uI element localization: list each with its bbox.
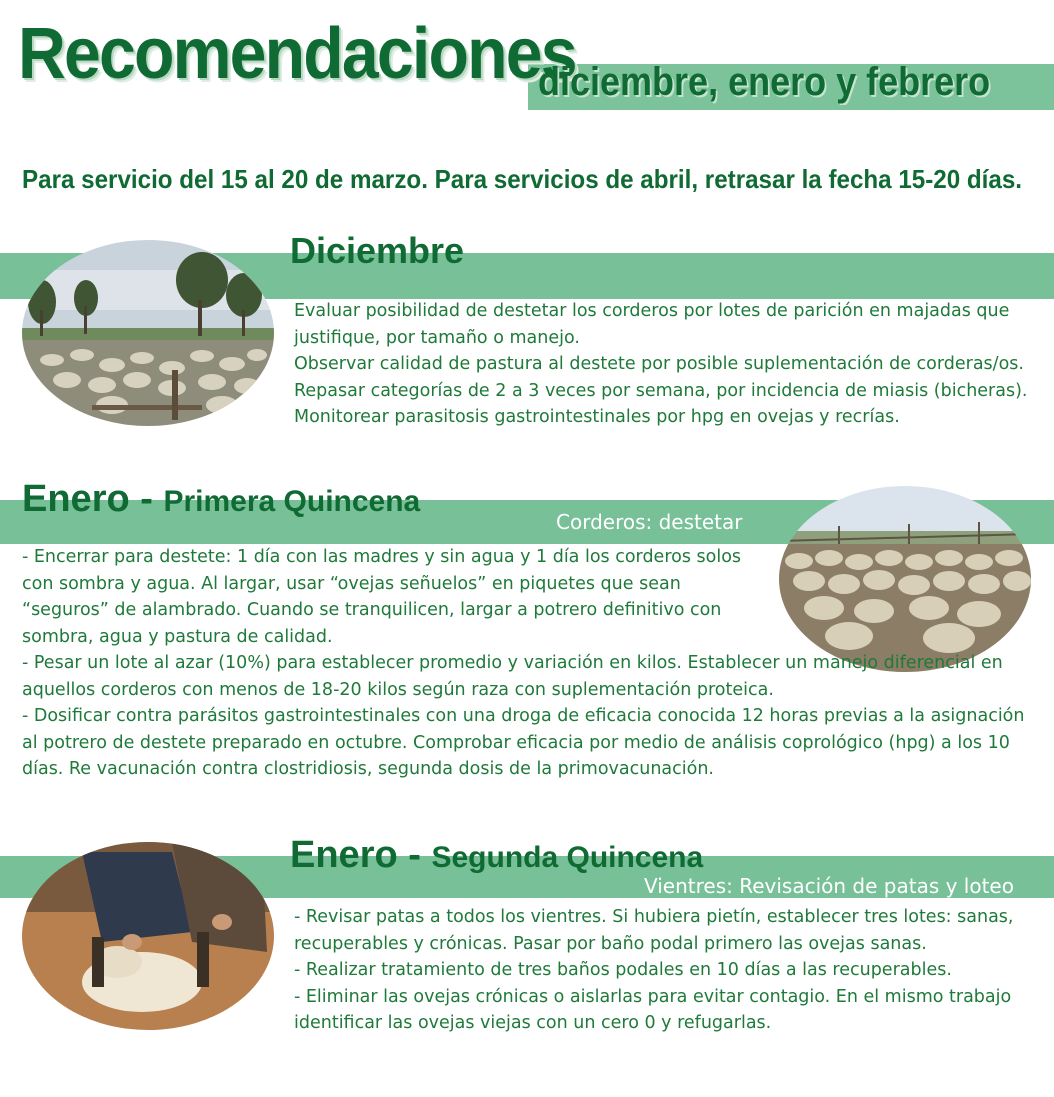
enero-primera-heading-main: Enero - (22, 478, 164, 520)
enero-primera-heading-sub: Primera Quincena (163, 485, 421, 518)
hoof-inspection-photo (22, 842, 274, 1030)
enero-segunda-heading-main: Enero - (290, 834, 432, 876)
diciembre-paragraph-3: Monitorear parasitosis gastrointestinales por hpg en ovejas y recrías. (294, 407, 900, 427)
enero-primera-paragraph-2: - Pesar un lote al azar (10%) para establecer promedio y variación en kilos. Establecer un manejo diferencial en aquellos corderos con menos de 18-20 kilos según raza con suplementación proteica. (22, 653, 1003, 700)
sheep-flock-field-photo (22, 240, 274, 426)
enero-primera-heading (22, 480, 420, 518)
enero-primera-label: Corderos: destetar (556, 510, 743, 534)
diciembre-paragraph-2: Observar calidad de pastura al destete por posible suplementación de corderas/os. Repasar categorías de 2 a 3 veces por semana, por incidencia de miasis (bicheras). (294, 354, 1028, 401)
diciembre-paragraph-1: Evaluar posibilidad de destetar los corderos por lotes de parición en majadas que justifique, por tamaño o manejo. (294, 301, 1010, 348)
diciembre-heading: Diciembre (290, 230, 465, 271)
enero-primera-paragraph-3: - Dosificar contra parásitos gastrointestinales con una droga de eficacia conocida 12 horas previas a la asignación al potrero de destete preparado en octubre. Comprobar eficacia por medio de análisis coprológico (hpg) a los 10 días. Re vacunación contra clostridiosis, segunda dosis de la primovacunación. (22, 706, 1025, 779)
service-note: Para servicio del 15 al 20 de marzo. Para servicios de abril, retrasar la fecha 15-20 días. (22, 164, 1023, 194)
months-subtitle: diciembre, enero y febrero (538, 60, 991, 104)
page-title: Recomendaciones (18, 14, 576, 94)
enero-segunda-heading-sub: Segunda Quincena (431, 841, 704, 874)
enero-primera-body (22, 544, 1032, 783)
enero-segunda-label: Vientres: Revisación de patas y loteo (644, 874, 1014, 898)
enero-segunda-body (294, 904, 1029, 1037)
diciembre-body (294, 298, 1029, 431)
enero-segunda-heading (290, 836, 703, 874)
enero-segunda-paragraph-2: - Realizar tratamiento de tres baños podales en 10 días a las recuperables. (294, 960, 952, 980)
enero-primera-paragraph-1: - Encerrar para destete: 1 día con las madres y sin agua y 1 día los corderos solos con sombra y agua. Al largar, usar “ovejas señuelos” en piquetes que sean “seguros” de alambrado. Cuando se tranquilicen, largar a potrero definitivo con sombra, agua y pastura de calidad. (22, 547, 742, 647)
enero-segunda-paragraph-1: - Revisar patas a todos los vientres. Si hubiera pietín, establecer tres lotes: sanas, recuperables y crónicas. Pasar por baño podal primero las ovejas sanas. (294, 907, 1014, 954)
enero-segunda-paragraph-3: - Eliminar las ovejas crónicas o aislarlas para evitar contagio. En el mismo trabajo identificar las ovejas viejas con un cero 0 y refugarlas. (294, 986, 1012, 1033)
